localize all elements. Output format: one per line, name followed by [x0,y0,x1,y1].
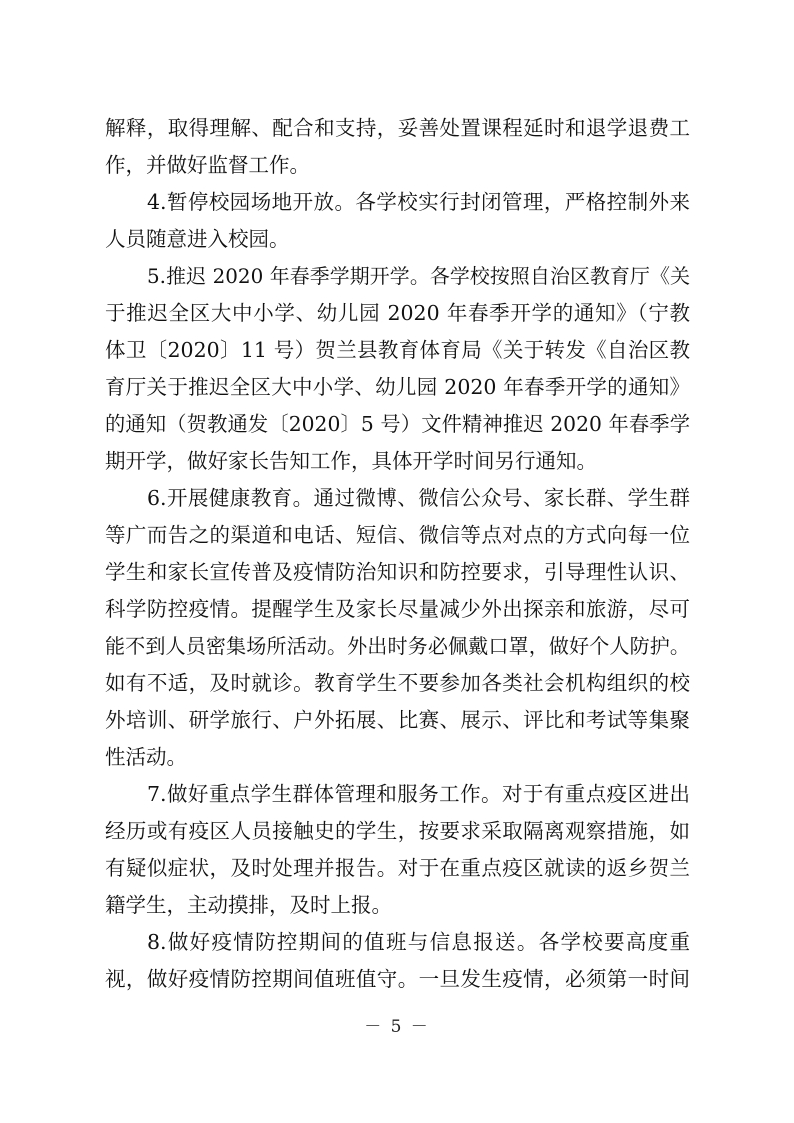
text-line: 视，做好疫情防控期间值班值守。一旦发生疫情，必须第一时间 [105,967,690,991]
text-line: 的通知（贺教通发〔2020〕5 号）文件精神推迟 2020 年春季学 [105,412,690,436]
text-line: 有疑似症状，及时处理并报告。对于在重点疫区就读的返乡贺兰 [105,856,690,880]
text-line: 育厅关于推迟全区大中小学、幼儿园 2020 年春季开学的通知》 [105,375,690,399]
text-line: 如有不适，及时就诊。教育学生不要参加各类社会机构组织的校 [105,671,690,695]
document-body [105,110,690,998]
text-line: 解释，取得理解、配合和支持，妥善处置课程延时和退学退费工 [105,116,690,140]
text-line: 科学防控疫情。提醒学生及家长尽量减少外出探亲和旅游，尽可 [105,597,690,621]
text-line: 性活动。 [105,745,187,769]
text-line: 于推迟全区大中小学、幼儿园 2020 年春季开学的通知》（宁教 [105,301,690,325]
text-line: 体卫〔2020〕11 号）贺兰县教育体育局《关于转发《自治区教 [105,338,690,362]
text-line: 作，并做好监督工作。 [105,153,310,177]
text-line: 5.推迟 2020 年春季学期开学。各学校按照自治区教育厅《关 [147,265,690,288]
text-line: 经历或有疫区人员接触史的学生，按要求采取隔离观察措施，如 [105,819,690,843]
text-line: 外培训、研学旅行、户外拓展、比赛、展示、评比和考试等集聚 [105,708,690,732]
text-line: 人员随意进入校园。 [105,227,290,251]
text-line: 8.做好疫情防控期间的值班与信息报送。各学校要高度重 [147,930,690,954]
text-line: 能不到人员密集场所活动。外出时务必佩戴口罩，做好个人防护。 [105,634,690,658]
text-line: 等广而告之的渠道和电话、短信、微信等点对点的方式向每一位 [105,523,690,547]
text-line: 期开学，做好家长告知工作，具体开学时间另行通知。 [105,449,597,473]
text-line: 6.开展健康教育。通过微博、微信公众号、家长群、学生群 [147,486,690,510]
text-line: 7.做好重点学生群体管理和服务工作。对于有重点疫区进出 [147,782,690,806]
text-line: 籍学生，主动摸排，及时上报。 [105,893,392,917]
page-number: － 5 － [364,1017,430,1037]
text-line: 学生和家长宣传普及疫情防治知识和防控要求，引导理性认识、 [105,560,690,584]
text-line: 4.暂停校园场地开放。各学校实行封闭管理，严格控制外来 [147,190,690,214]
